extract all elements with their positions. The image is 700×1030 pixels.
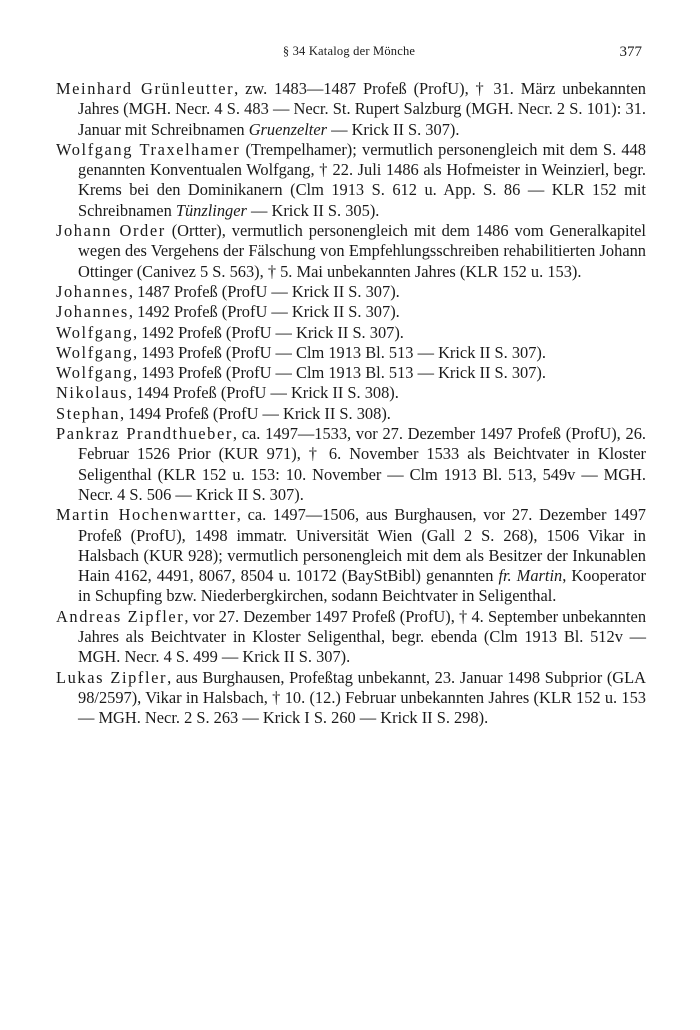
monk-name: Lukas Zipfler bbox=[56, 667, 168, 687]
catalog-entry bbox=[56, 302, 646, 322]
entry-text: , 1494 Profeß (ProfU — Krick II S. 308). bbox=[120, 403, 391, 423]
monk-name: Stephan bbox=[56, 403, 121, 423]
entry-text: , ca. 1497—1533, vor 27. Dezember 1497 Profeß (ProfU), 26. Februar 1526 Prior (KUR 971), † 6. November 1533 als Beichtvater in Kloster Seligenthal (KLR 152 u. 153: 10. November — Clm 1913 Bl. 513, 549v — MGH. Necr. 4 S. 506 — Krick II S. 307). bbox=[78, 424, 646, 504]
monk-name: Wolfgang Traxelhamer bbox=[56, 139, 241, 159]
catalog-entry bbox=[56, 363, 646, 383]
entry-italic: Tünzlinger bbox=[175, 200, 247, 220]
monk-name: Pankraz Prandthueber bbox=[56, 424, 233, 444]
entry-text-end: — Krick II S. 307). bbox=[326, 119, 460, 139]
catalog-entry bbox=[56, 343, 646, 363]
page-number: 377 bbox=[619, 44, 642, 60]
monk-name: Johannes bbox=[56, 281, 129, 301]
entry-text: , 1492 Profeß (ProfU — Krick II S. 307). bbox=[128, 302, 400, 322]
running-title: § 34 Katalog der Mönche bbox=[282, 44, 416, 58]
monk-name: Meinhard Grünleutter bbox=[56, 79, 235, 98]
catalog-entry bbox=[56, 323, 646, 343]
entry-text-end: , Kooperator in Schupfing bzw. Niederbergkirchen, sodann Beichtvater in Seligenthal. bbox=[78, 566, 646, 606]
running-head bbox=[56, 44, 642, 64]
entry-text: , 1494 Profeß (ProfU — Krick II S. 308). bbox=[127, 383, 399, 403]
monk-name: Andreas Zipfler bbox=[56, 606, 185, 626]
entry-text: , vor 27. Dezember 1497 Profeß (ProfU), † 4. September unbekannten Jahres als Beichtvater in Kloster Seligenthal, begr. ebenda (Clm 1913 Bl. 512v — MGH. Necr. 4 S. 499 — Krick II S. 307). bbox=[78, 606, 647, 667]
catalog-entry bbox=[56, 607, 646, 668]
catalog-entry bbox=[56, 424, 646, 505]
monk-name: Wolfgang bbox=[56, 363, 134, 383]
entry-text: , ca. 1497—1506, aus Burghausen, vor 27. Dezember 1497 Profeß (ProfU), 1498 immatr. Universität Wien (Gall 2 S. 268), 1506 Vikar in Halsbach (KUR 928); vermutlich personengleich mit dem als Besitzer der Inkunablen Hain 4162, 4491, 8067, 8504 u. 10172 (BayStBibl) genannten bbox=[78, 505, 646, 586]
entry-text: , 1493 Profeß (ProfU — Clm 1913 Bl. 513 — Krick II S. 307). bbox=[133, 363, 546, 383]
monk-name: Wolfgang bbox=[56, 342, 134, 362]
monk-name: Wolfgang bbox=[56, 322, 134, 342]
catalog-entry bbox=[56, 79, 646, 140]
entry-italic: Gruenzelter bbox=[248, 119, 327, 139]
entry-text-end: — Krick II S. 305). bbox=[246, 200, 380, 220]
catalog-entry bbox=[56, 404, 646, 424]
catalog-entry bbox=[56, 282, 646, 302]
monk-name: Martin Hochenwartter bbox=[56, 505, 237, 525]
monk-name: Nikolaus bbox=[56, 383, 128, 403]
entry-text: , aus Burghausen, Profeßtag unbekannt, 23. Januar 1498 Subprior (GLA 98/2597), Vikar in Halsbach, † 10. (12.) Februar unbekannten Jahres (KLR 152 u. 153 — MGH. Necr. 2 S. 263 — Krick I S. 260 — Krick II S. 298). bbox=[78, 667, 646, 728]
monk-name: Johannes bbox=[56, 302, 129, 322]
entry-italic: fr. Martin bbox=[498, 566, 563, 586]
entry-text: , zw. 1483—1487 Profeß (ProfU), † 31. März unbekannten Jahres (MGH. Necr. 4 S. 483 — Necr. St. Rupert Salzburg (MGH. Necr. 2 S. 101): 31. Januar mit Schreibnamen bbox=[78, 79, 646, 139]
catalog-entries bbox=[56, 79, 646, 729]
entry-text: (Ortter), vermutlich personengleich mit dem 1486 vom Generalkapitel wegen des Vergehens der Fälschung von Empfehlungsschreiben rehabilitierten Johann Ottinger (Canivez 5 S. 563), † 5. Mai unbekannten Jahres (KLR 152 u. 153). bbox=[78, 221, 646, 281]
catalog-entry bbox=[56, 140, 646, 221]
entry-text: (Trempelhamer); vermutlich personengleich mit dem S. 448 genannten Konventualen Wolfgang, † 22. Juli 1486 als Hofmeister in Weinzierl, begr. Krems bei den Dominikanern (Clm 1913 S. 612 u. App. S. 86 — KLR 152 mit Schreibnamen bbox=[78, 139, 646, 220]
catalog-entry bbox=[56, 668, 646, 729]
entry-text: , 1492 Profeß (ProfU — Krick II S. 307). bbox=[133, 322, 404, 342]
entry-text: , 1487 Profeß (ProfU — Krick II S. 307). bbox=[128, 281, 400, 301]
entry-text: , 1493 Profeß (ProfU — Clm 1913 Bl. 513 — Krick II S. 307). bbox=[133, 342, 546, 362]
catalog-entry bbox=[56, 383, 646, 403]
catalog-entry bbox=[56, 505, 646, 606]
monk-name: Johann Order bbox=[56, 221, 166, 241]
catalog-entry bbox=[56, 221, 646, 282]
